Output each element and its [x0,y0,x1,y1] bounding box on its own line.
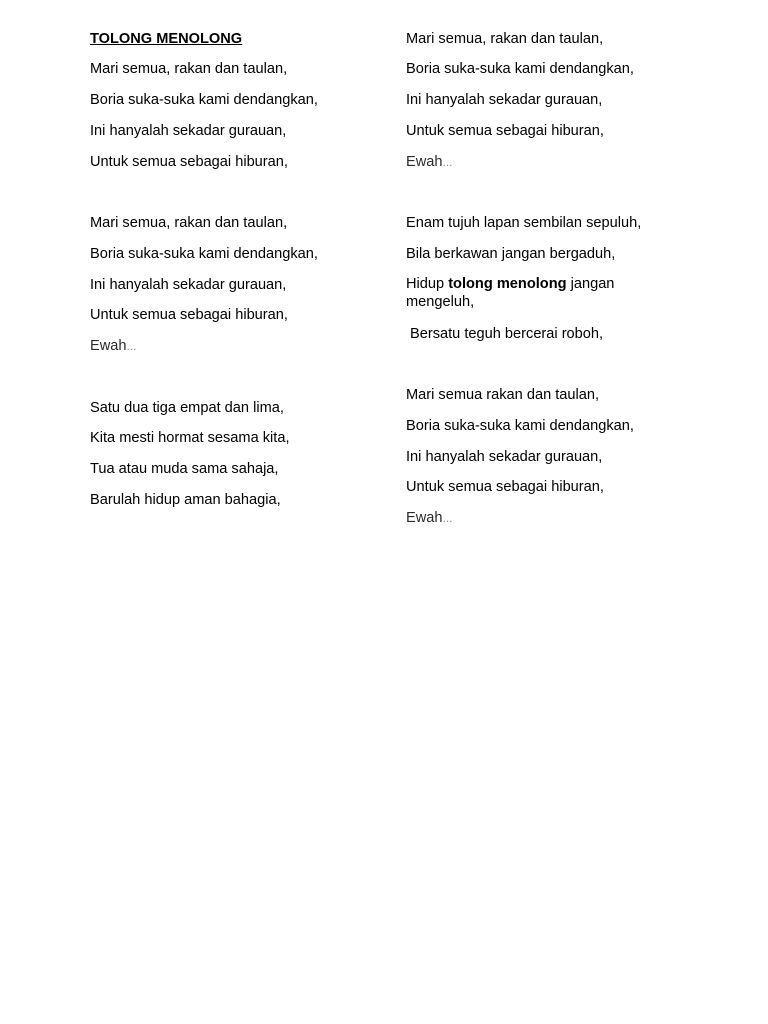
ewah-refrain [406,509,453,527]
lyric-line-wrapped [406,275,668,311]
lyric-line: Mari semua rakan dan taulan, [406,387,600,403]
lyric-line: Untuk semua sebagai hiburan, [90,154,288,170]
lyric-line: Enam tujuh lapan sembilan sepuluh, [406,215,642,231]
ellipsis: ... [126,339,137,353]
lyric-line: Untuk semua sebagai hiburan, [90,307,288,323]
lyric-line: Untuk semua sebagai hiburan, [406,123,604,139]
lyric-text: jangan mengeluh, [406,276,615,310]
lyric-line: Boria suka-suka kami dendangkan, [90,92,318,108]
ellipsis: ... [442,155,453,169]
ewah-text: Ewah [406,154,443,170]
lyric-line: Mari semua, rakan dan taulan, [90,215,288,231]
lyric-line: Ini hanyalah sekadar gurauan, [90,277,287,293]
lyric-line: Boria suka-suka kami dendangkan, [90,246,318,262]
lyric-line: Bersatu teguh bercerai roboh, [410,326,604,342]
lyric-line: Bila berkawan jangan bergaduh, [406,246,616,262]
lyric-line: Untuk semua sebagai hiburan, [406,479,604,495]
lyric-text: Hidup [406,276,449,292]
lyric-line: Ini hanyalah sekadar gurauan, [90,123,287,139]
lyric-line: Mari semua, rakan dan taulan, [406,31,604,47]
ewah-text: Ewah [406,510,443,526]
lyric-line: Tua atau muda sama sahaja, [90,461,279,477]
lyric-line: Ini hanyalah sekadar gurauan, [406,449,603,465]
lyric-line: Ini hanyalah sekadar gurauan, [406,92,603,108]
lyric-line: Kita mesti hormat sesama kita, [90,430,290,446]
lyric-emphasis: tolong menolong [448,276,567,292]
ewah-refrain [90,337,137,355]
ewah-text: Ewah [90,338,127,354]
lyric-line: Barulah hidup aman bahagia, [90,492,281,508]
lyric-line: Mari semua, rakan dan taulan, [90,61,288,77]
lyric-line: Boria suka-suka kami dendangkan, [406,61,634,77]
ewah-refrain [406,153,453,171]
lyric-line: Satu dua tiga empat dan lima, [90,400,284,416]
song-title: TOLONG MENOLONG [90,31,243,47]
ellipsis: ... [442,511,453,525]
lyric-line: Boria suka-suka kami dendangkan, [406,418,634,434]
